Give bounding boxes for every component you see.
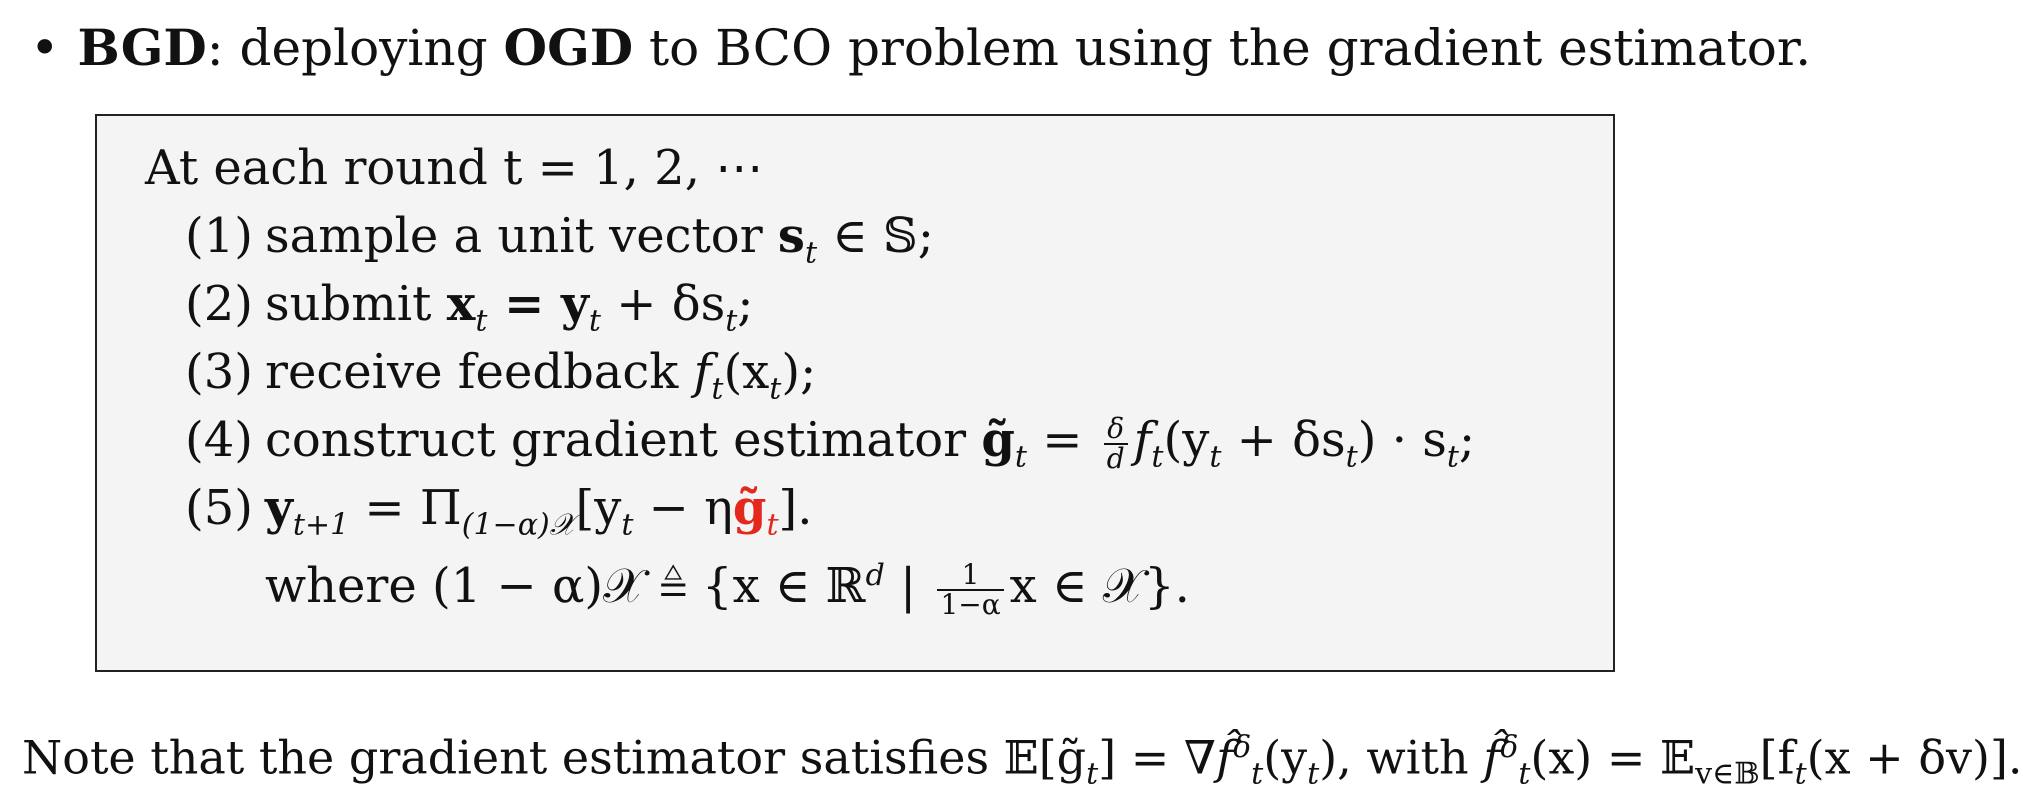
step-3-text: receive feedback $f_t(x_t)$; — [265, 344, 817, 407]
shrunk-domain-definition: where (1 − α)𝒳 ≜ {x ∈ ℝ$^d$ | $\frac{1}{1-\alpha}$ x ∈ 𝒳}. — [265, 557, 1190, 621]
bullet-text-a: : deploying — [206, 19, 504, 77]
bullet-dot: • — [30, 19, 60, 77]
unbiasedness-note: Note that the gradient estimator satisfies $𝔼[g̃_t]$ = $\nabla f̂^\delta_t(y_t)$, with f̂$^\delta_t$(x) = $𝔼_{v\in 𝔹}[f_t(x + \delta v)]$. — [22, 730, 2023, 792]
step-5-number: (5) — [185, 480, 253, 536]
ogd-label: OGD — [503, 18, 634, 77]
step-1-number: (1) — [185, 208, 253, 264]
delta-over-d-fraction: $\frac{\delta}{d}$ — [1104, 415, 1128, 473]
step-4-text: construct gradient estimator $g̃_t$ = $\frac{\delta}{d}$ $f_t(y_t + \delta s_t) \cdot s_t$; — [265, 411, 1476, 475]
step-3-number: (3) — [185, 344, 253, 400]
step-2-number: (2) — [185, 276, 253, 332]
bullet-text-b: to BCO problem using the gradient estimator. — [633, 19, 1812, 77]
algorithm-box — [95, 114, 1615, 672]
bgd-label: BGD — [77, 18, 207, 77]
step-5-text: $y_{t+1} = \Pi_{(1-\alpha)𝒳}[y_t$ − $\eta g̃_t$]. — [265, 480, 813, 543]
algorithm-header: At each round t = 1, 2, ⋯ — [145, 140, 764, 196]
highlighted-gradient-estimator: g̃ — [732, 480, 767, 536]
one-over-one-minus-alpha-fraction: $\frac{1}{1-\alpha}$ — [937, 561, 1003, 619]
bgd-bullet-line — [30, 18, 1811, 78]
step-4-number: (4) — [185, 412, 253, 468]
step-2-text: submit $x_t = y_t + \delta s_t$; — [265, 276, 754, 339]
step-1-text: sample a unit vector $s_t$ ∈ 𝕊; — [265, 208, 934, 271]
